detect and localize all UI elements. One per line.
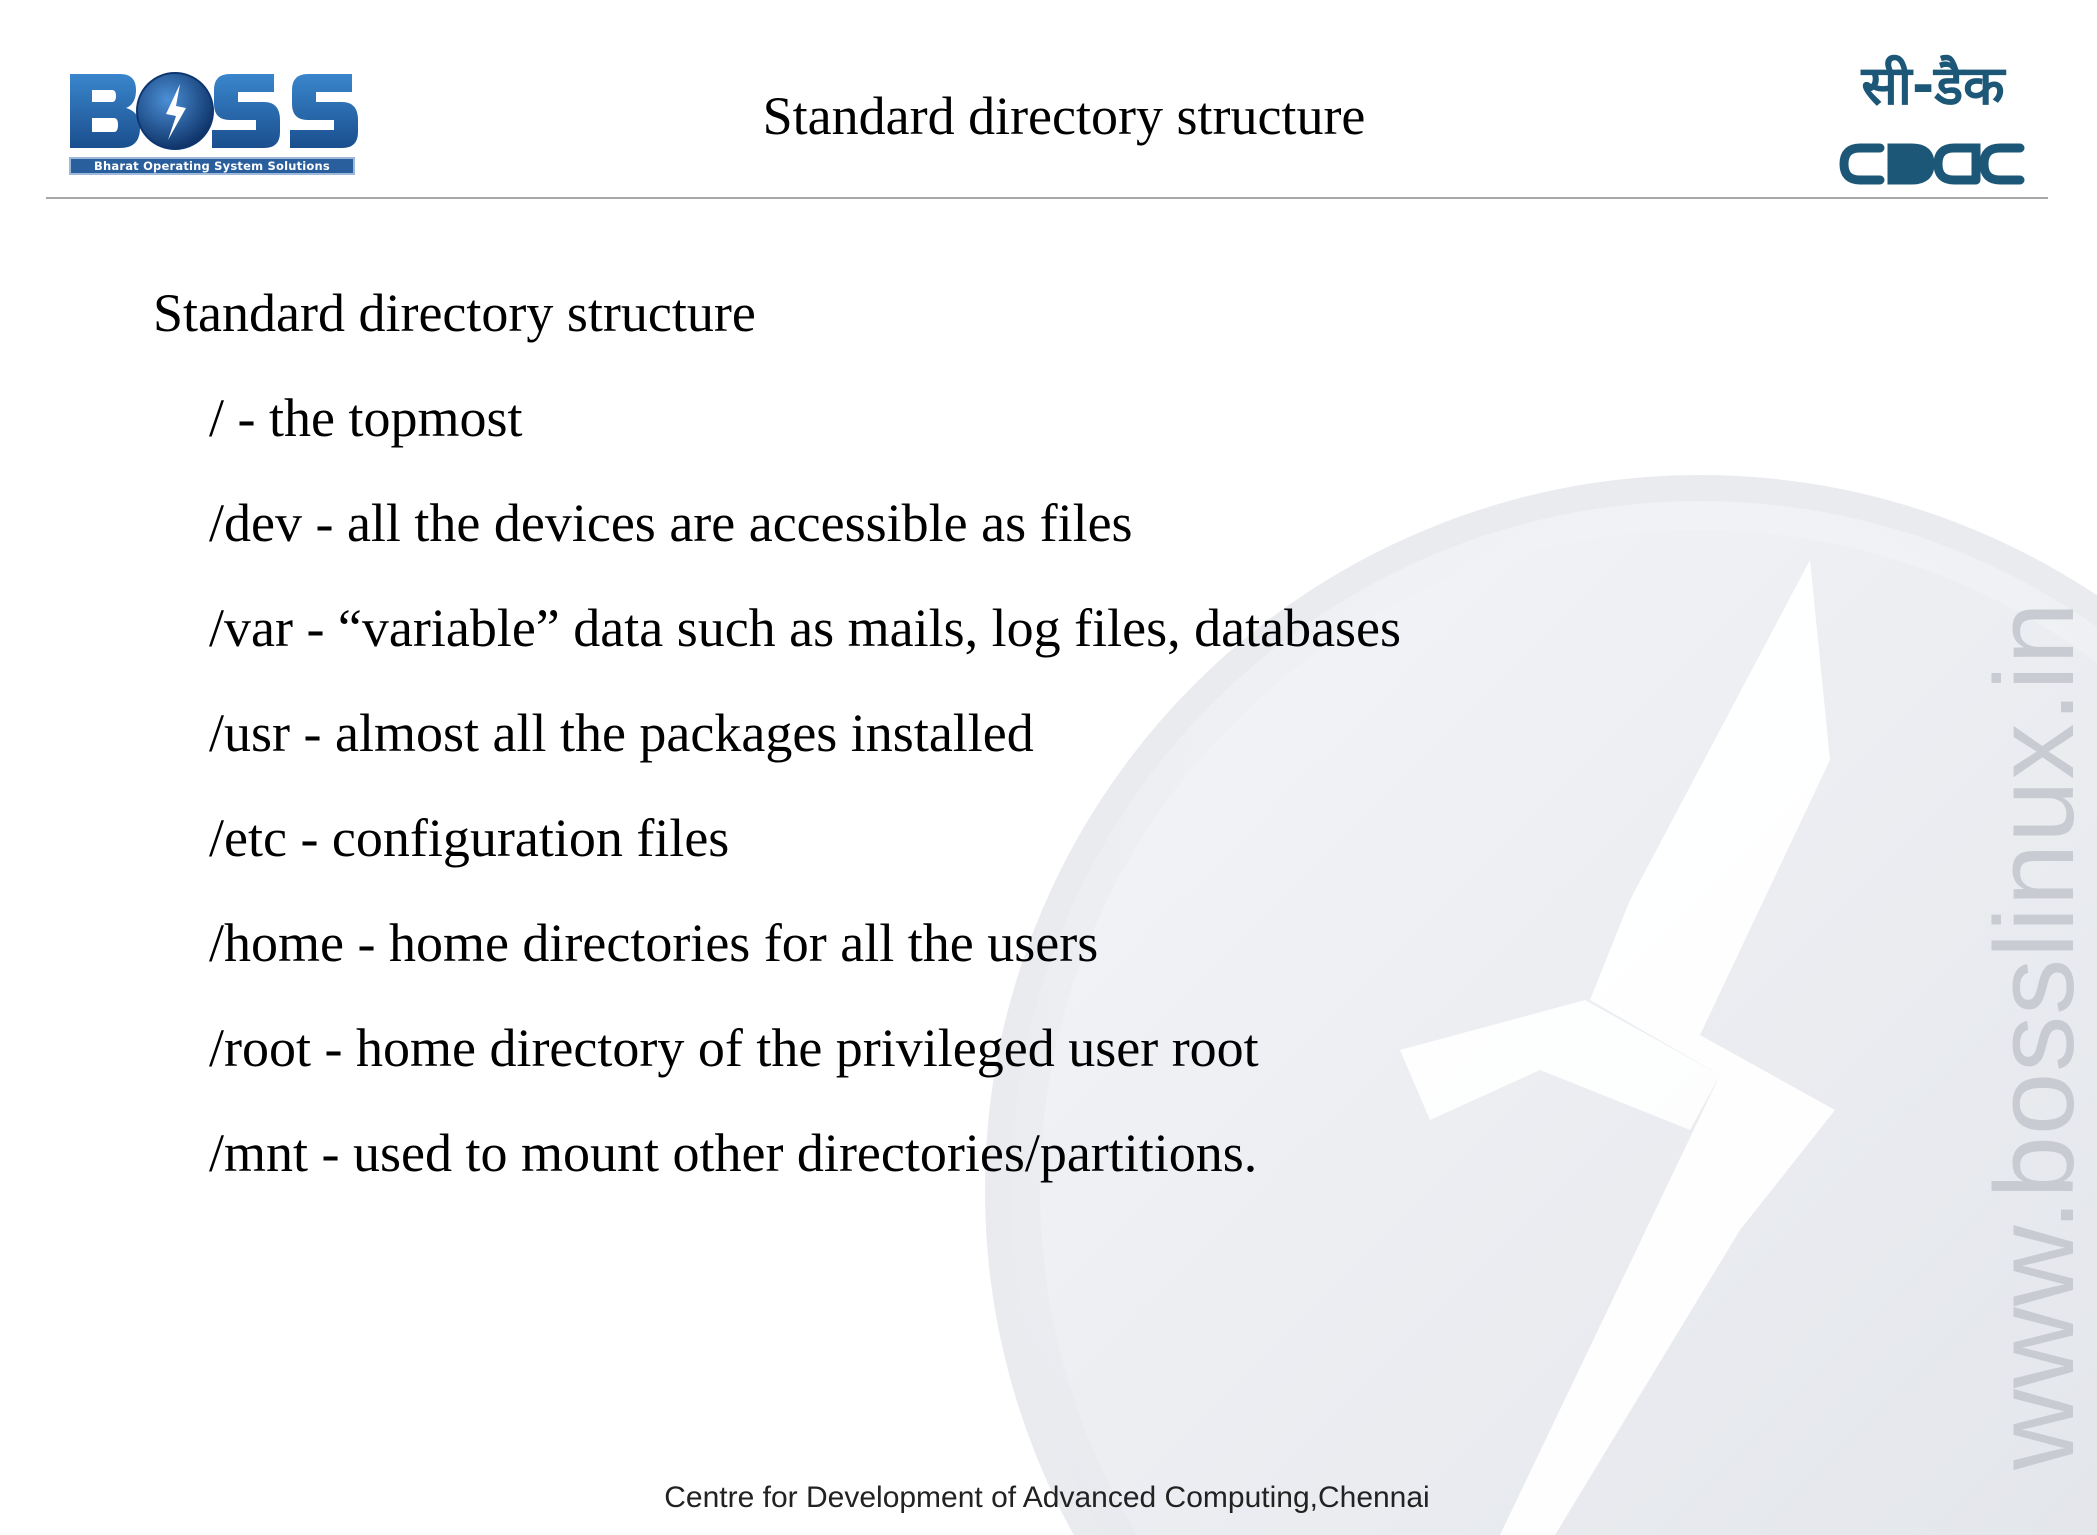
list-item: /usr - almost all the packages installed <box>209 703 1034 763</box>
list-item: /root - home directory of the privileged user root <box>209 1018 1259 1078</box>
list-item: /etc - configuration files <box>209 808 730 868</box>
boss-tagline: Bharat Operating System Solutions <box>69 157 355 175</box>
list-item: / - the topmost <box>209 388 523 448</box>
list-item: /mnt - used to mount other directories/partitions. <box>209 1123 1258 1183</box>
list-item: /dev - all the devices are accessible as files <box>209 493 1133 553</box>
slide-title: Standard directory structure <box>762 86 1366 146</box>
cdac-logo <box>1836 52 2026 192</box>
header-divider <box>46 197 2048 199</box>
cdac-hindi-logo-text: सी-डैक <box>1861 54 2005 117</box>
list-item: /home - home directories for all the users <box>209 913 1099 973</box>
site-url-watermark: www.bosslinux.in <box>1972 601 2097 1470</box>
list-item: /var - “variable” data such as mails, log files, databases <box>209 598 1402 658</box>
content-heading: Standard directory structure <box>153 283 756 343</box>
directory-list <box>209 383 1401 1223</box>
footer-text: Centre for Development of Advanced Computing,Chennai <box>664 1481 1430 1514</box>
